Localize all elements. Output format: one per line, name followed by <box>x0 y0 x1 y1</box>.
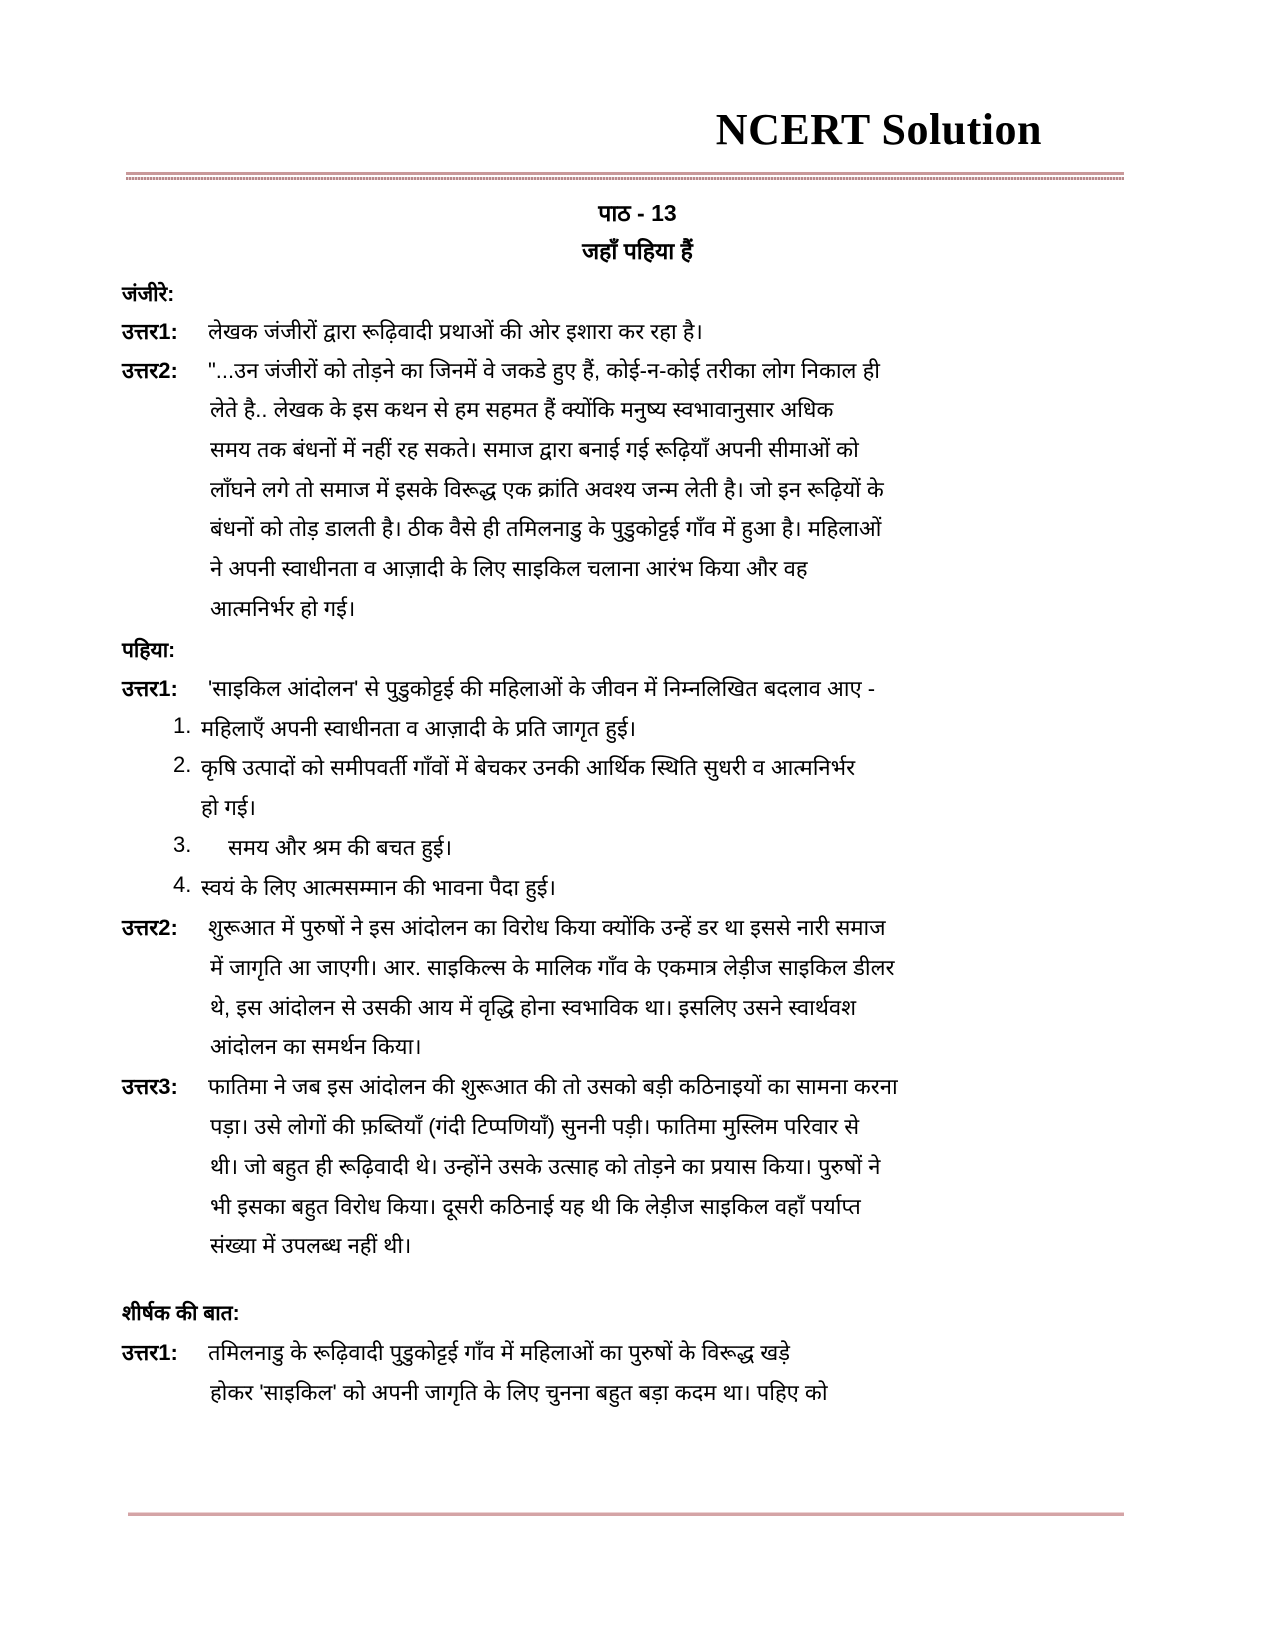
footer-divider <box>128 1512 1124 1516</box>
list-number: 4. <box>173 872 192 897</box>
answer-line: संख्या में उपलब्ध नहीं थी। <box>210 1233 412 1258</box>
answer-label: उत्तर1: <box>122 676 178 701</box>
answer-line: भी इसका बहुत विरोध किया। दूसरी कठिनाई यह थी कि लेड़ीज साइकिल वहाँ पर्याप्त <box>210 1194 861 1219</box>
answer-line: 'साइकिल आंदोलन' से पुडुकोट्टई की महिलाओं के जीवन में निम्नलिखित बदलाव आए - <box>208 676 876 701</box>
list-text: हो गई। <box>201 795 257 820</box>
answer-line: बंधनों को तोड़ डालती है। ठीक वैसे ही तमिलनाडु के पुडुकोट्टई गाँव में हुआ है। महिलाओं <box>210 516 882 541</box>
answer-line: ने अपनी स्वाधीनता व आज़ादी के लिए साइकिल चलाना आरंभ किया और वह <box>210 556 808 581</box>
list-text: महिलाएँ अपनी स्वाधीनता व आज़ादी के प्रति जागृत हुई। <box>201 716 637 741</box>
chapter-title: जहाँ पहिया हैं <box>582 238 693 264</box>
answer-label: उत्तर1: <box>122 319 178 344</box>
chapter-number: पाठ - 13 <box>598 200 677 226</box>
list-text: समय और श्रम की बचत हुई। <box>228 835 453 860</box>
answer-label: उत्तर2: <box>122 915 178 940</box>
answer-line: पड़ा। उसे लोगों की फ़ब्तियाँ (गंदी टिप्पणियाँ) सुननी पड़ी। फातिमा मुस्लिम परिवार से <box>210 1114 860 1139</box>
answer-label: उत्तर3: <box>122 1074 178 1099</box>
list-number: 2. <box>173 752 192 777</box>
section-heading: जंजीरे: <box>122 283 175 306</box>
answer-line: लेते है.. लेखक के इस कथन से हम सहमत हैं क्योंकि मनुष्य स्वभावानुसार अधिक <box>210 397 834 422</box>
answer-label: उत्तर1: <box>122 1340 178 1365</box>
answer-line: लाँघने लगे तो समाज में इसके विरूद्ध एक क्रांति अवश्य जन्म लेती है। जो इन रूढ़ियों के <box>210 477 884 502</box>
section-heading: शीर्षक की बात: <box>122 1302 240 1325</box>
answer-line: समय तक बंधनों में नहीं रह सकते। समाज द्वारा बनाई गई रूढ़ियाँ अपनी सीमाओं को <box>210 437 859 462</box>
header-divider-dotted <box>126 177 1124 180</box>
answer-line: लेखक जंजीरों द्वारा रूढ़िवादी प्रथाओं की ओर इशारा कर रहा है। <box>208 319 703 344</box>
answer-line: "...उन जंजीरों को तोड़ने का जिनमें वे जकडे हुए हैं, कोई-न-कोई तरीका लोग निकाल ही <box>208 358 880 383</box>
answer-line: तमिलनाडु के रूढ़िवादी पुडुकोट्टई गाँव में महिलाओं का पुरुषों के विरूद्ध खड़े <box>208 1340 791 1365</box>
section-heading: पहिया: <box>122 639 176 662</box>
answer-line: फातिमा ने जब इस आंदोलन की शुरूआत की तो उसको बड़ी कठिनाइयों का सामना करना <box>208 1074 898 1099</box>
answer-line: में जागृति आ जाएगी। आर. साइकिल्स के मालिक गाँव के एकमात्र लेड़ीज साइकिल डीलर <box>210 955 895 980</box>
answer-line: आंदोलन का समर्थन किया। <box>210 1034 422 1059</box>
header-divider <box>126 172 1124 175</box>
list-text: स्वयं के लिए आत्मसम्मान की भावना पैदा हुई। <box>201 875 556 900</box>
brand-title: NCERT Solution <box>715 105 1042 154</box>
answer-line: थी। जो बहुत ही रूढ़िवादी थे। उन्होंने उसके उत्साह को तोड़ने का प्रयास किया। पुरुषों ने <box>210 1154 881 1179</box>
answer-line: शुरूआत में पुरुषों ने इस आंदोलन का विरोध किया क्योंकि उन्हें डर था इससे नारी समाज <box>208 915 886 940</box>
answer-line: होकर 'साइकिल' को अपनी जागृति के लिए चुनना बहुत बड़ा कदम था। पहिए को <box>210 1380 828 1405</box>
answer-line: थे, इस आंदोलन से उसकी आय में वृद्धि होना स्वभाविक था। इसलिए उसने स्वार्थवश <box>210 995 857 1020</box>
answer-label: उत्तर2: <box>122 358 178 383</box>
list-number: 3. <box>173 832 192 857</box>
list-text: कृषि उत्पादों को समीपवर्ती गाँवों में बेचकर उनकी आर्थिक स्थिति सुधरी व आत्मनिर्भर <box>201 755 856 780</box>
answer-line: आत्मनिर्भर हो गई। <box>210 596 356 621</box>
list-number: 1. <box>173 713 192 738</box>
